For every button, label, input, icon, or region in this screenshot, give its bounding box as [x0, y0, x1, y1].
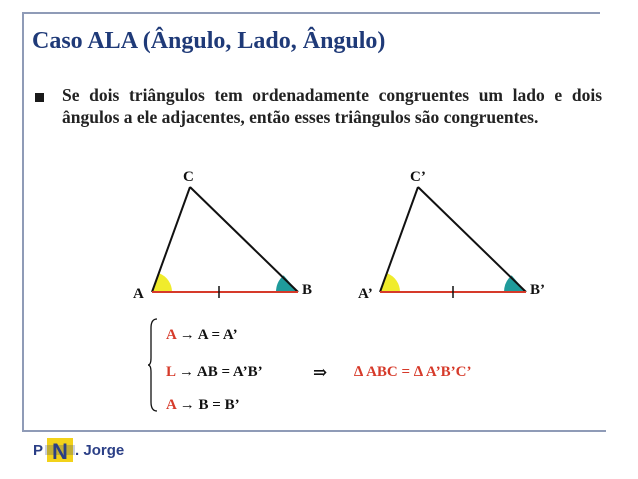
condition-text: → B = B’ — [176, 397, 240, 413]
implies-arrow: ⇒ — [313, 363, 328, 382]
left-brace-icon — [148, 318, 158, 412]
conclusion-text: ∆ ABC = ∆ A’B’C’ — [354, 364, 472, 380]
condition-angle-a — [166, 327, 238, 344]
triangle-abc-prime — [358, 169, 545, 302]
condition-letter: L — [166, 364, 176, 380]
triangle-abc — [133, 169, 312, 302]
logo-n-icon — [45, 437, 75, 463]
author-logo — [45, 437, 75, 463]
vertex-b-prime-label: B’ — [530, 282, 545, 298]
side-cb — [190, 187, 298, 292]
side-a-prime-c-prime — [380, 187, 418, 292]
condition-text: → AB = A’B’ — [175, 364, 263, 380]
condition-angle-b — [166, 397, 240, 414]
side-c-prime-b-prime — [418, 187, 526, 292]
condition-side-ab — [166, 364, 263, 381]
vertex-b-label: B — [302, 282, 313, 298]
slide-title: Caso ALA (Ângulo, Lado, Ângulo) — [32, 28, 386, 54]
logo-letter: N — [52, 439, 68, 463]
condition-text: → A = A’ — [176, 327, 238, 343]
bullet-text: Se dois triângulos tem ordenadamente congruentes um lado e dois ângulos a ele adjacentes, então esses triângulos são congruentes. — [62, 85, 602, 127]
footer-author — [33, 436, 124, 464]
vertex-c-label: C — [183, 169, 194, 185]
condition-letter: A — [166, 397, 177, 413]
side-ac — [152, 187, 190, 292]
condition-letter: A — [166, 327, 177, 343]
footer-prefix: P — [33, 441, 44, 459]
footer-suffix: . Jorge — [75, 441, 125, 459]
vertex-a-prime-label: A’ — [358, 286, 373, 302]
vertex-c-prime-label: C’ — [410, 169, 426, 185]
vertex-a-label: A — [133, 286, 144, 302]
